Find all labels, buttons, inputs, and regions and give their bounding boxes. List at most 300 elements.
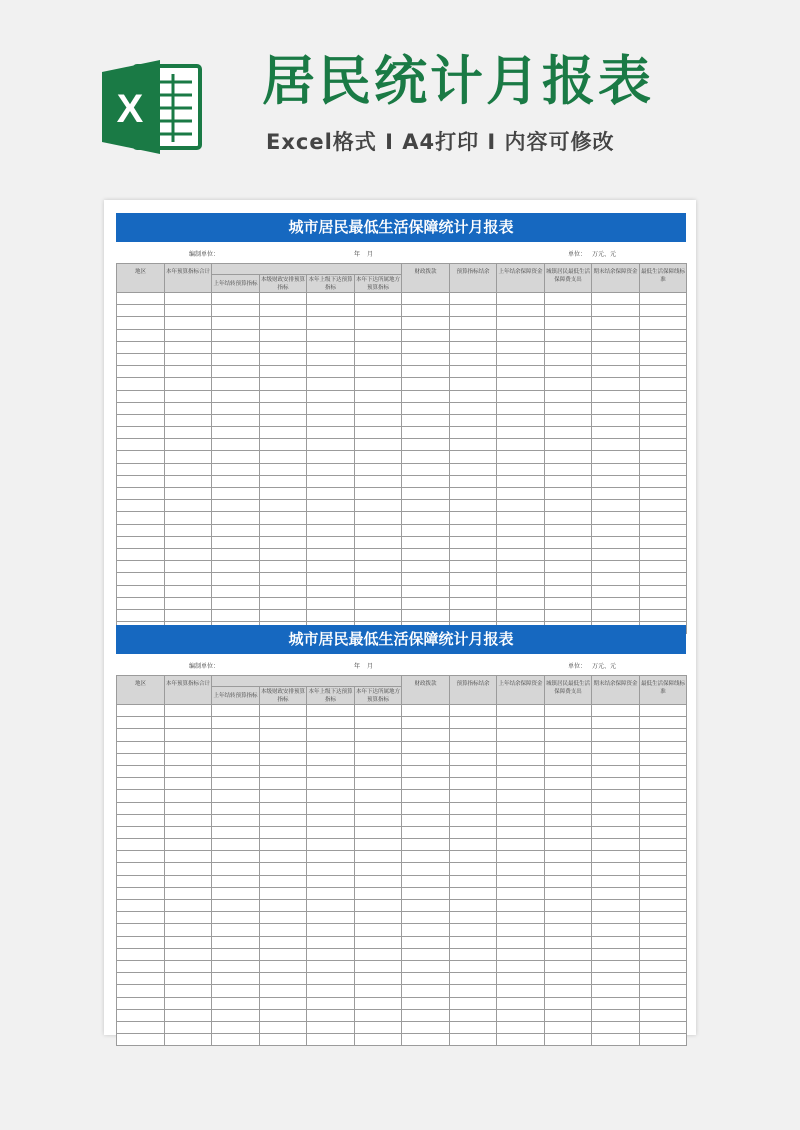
table-cell[interactable]	[497, 293, 545, 305]
table-cell[interactable]	[640, 329, 687, 341]
table-cell[interactable]	[402, 765, 450, 777]
table-cell[interactable]	[355, 500, 402, 512]
table-cell[interactable]	[355, 329, 402, 341]
table-cell[interactable]	[640, 305, 687, 317]
table-cell[interactable]	[307, 887, 355, 899]
table-cell[interactable]	[545, 451, 592, 463]
table-cell[interactable]	[402, 475, 450, 487]
table-cell[interactable]	[592, 414, 640, 426]
table-cell[interactable]	[165, 402, 212, 414]
table-cell[interactable]	[307, 463, 355, 475]
table-cell[interactable]	[117, 863, 165, 875]
table-cell[interactable]	[545, 802, 592, 814]
table-cell[interactable]	[165, 536, 212, 548]
table-cell[interactable]	[307, 778, 355, 790]
table-cell[interactable]	[402, 329, 450, 341]
table-cell[interactable]	[640, 985, 687, 997]
table-cell[interactable]	[640, 765, 687, 777]
table-cell[interactable]	[260, 329, 307, 341]
table-cell[interactable]	[545, 705, 592, 717]
table-cell[interactable]	[165, 1009, 212, 1021]
table-cell[interactable]	[402, 741, 450, 753]
table-cell[interactable]	[165, 863, 212, 875]
table-cell[interactable]	[212, 573, 260, 585]
table-cell[interactable]	[117, 1034, 165, 1046]
table-cell[interactable]	[640, 609, 687, 621]
table-cell[interactable]	[545, 561, 592, 573]
table-cell[interactable]	[117, 948, 165, 960]
table-cell[interactable]	[450, 729, 497, 741]
table-cell[interactable]	[260, 863, 307, 875]
table-cell[interactable]	[402, 778, 450, 790]
table-cell[interactable]	[307, 488, 355, 500]
table-cell[interactable]	[402, 985, 450, 997]
table-cell[interactable]	[592, 378, 640, 390]
table-cell[interactable]	[307, 414, 355, 426]
table-cell[interactable]	[165, 973, 212, 985]
table-cell[interactable]	[212, 900, 260, 912]
table-cell[interactable]	[545, 402, 592, 414]
table-cell[interactable]	[260, 887, 307, 899]
table-cell[interactable]	[165, 414, 212, 426]
table-cell[interactable]	[117, 729, 165, 741]
table-cell[interactable]	[117, 390, 165, 402]
table-cell[interactable]	[497, 341, 545, 353]
table-cell[interactable]	[355, 997, 402, 1009]
table-cell[interactable]	[592, 512, 640, 524]
table-cell[interactable]	[165, 524, 212, 536]
table-cell[interactable]	[212, 451, 260, 463]
table-cell[interactable]	[165, 900, 212, 912]
table-cell[interactable]	[212, 378, 260, 390]
table-cell[interactable]	[165, 997, 212, 1009]
table-cell[interactable]	[592, 985, 640, 997]
table-cell[interactable]	[402, 609, 450, 621]
table-cell[interactable]	[260, 561, 307, 573]
table-cell[interactable]	[260, 390, 307, 402]
table-cell[interactable]	[165, 802, 212, 814]
table-cell[interactable]	[592, 573, 640, 585]
table-cell[interactable]	[640, 341, 687, 353]
table-cell[interactable]	[307, 960, 355, 972]
table-cell[interactable]	[592, 317, 640, 329]
table-cell[interactable]	[497, 305, 545, 317]
table-cell[interactable]	[402, 814, 450, 826]
table-cell[interactable]	[497, 317, 545, 329]
table-cell[interactable]	[165, 729, 212, 741]
table-cell[interactable]	[402, 863, 450, 875]
table-cell[interactable]	[450, 512, 497, 524]
table-cell[interactable]	[117, 427, 165, 439]
table-cell[interactable]	[307, 475, 355, 487]
table-cell[interactable]	[497, 463, 545, 475]
table-cell[interactable]	[450, 573, 497, 585]
table-cell[interactable]	[117, 887, 165, 899]
table-cell[interactable]	[355, 851, 402, 863]
table-cell[interactable]	[355, 597, 402, 609]
table-cell[interactable]	[592, 936, 640, 948]
table-cell[interactable]	[165, 317, 212, 329]
table-cell[interactable]	[450, 887, 497, 899]
table-cell[interactable]	[545, 536, 592, 548]
table-cell[interactable]	[355, 512, 402, 524]
table-cell[interactable]	[165, 1021, 212, 1033]
table-cell[interactable]	[117, 1021, 165, 1033]
table-cell[interactable]	[592, 900, 640, 912]
table-cell[interactable]	[402, 293, 450, 305]
table-cell[interactable]	[212, 341, 260, 353]
table-cell[interactable]	[450, 439, 497, 451]
table-cell[interactable]	[402, 936, 450, 948]
table-cell[interactable]	[260, 585, 307, 597]
table-cell[interactable]	[307, 353, 355, 365]
table-cell[interactable]	[592, 293, 640, 305]
table-cell[interactable]	[117, 293, 165, 305]
table-cell[interactable]	[307, 839, 355, 851]
table-cell[interactable]	[402, 1034, 450, 1046]
table-cell[interactable]	[355, 378, 402, 390]
table-cell[interactable]	[450, 753, 497, 765]
table-cell[interactable]	[402, 561, 450, 573]
table-cell[interactable]	[497, 778, 545, 790]
table-cell[interactable]	[640, 573, 687, 585]
table-cell[interactable]	[355, 524, 402, 536]
table-cell[interactable]	[640, 390, 687, 402]
table-cell[interactable]	[307, 900, 355, 912]
table-cell[interactable]	[260, 597, 307, 609]
table-cell[interactable]	[497, 609, 545, 621]
table-cell[interactable]	[165, 1034, 212, 1046]
table-cell[interactable]	[212, 524, 260, 536]
table-cell[interactable]	[117, 924, 165, 936]
table-cell[interactable]	[545, 1021, 592, 1033]
table-cell[interactable]	[355, 451, 402, 463]
table-cell[interactable]	[450, 765, 497, 777]
table-cell[interactable]	[545, 475, 592, 487]
table-cell[interactable]	[497, 427, 545, 439]
table-cell[interactable]	[260, 936, 307, 948]
table-cell[interactable]	[450, 826, 497, 838]
table-cell[interactable]	[117, 548, 165, 560]
table-cell[interactable]	[640, 427, 687, 439]
table-cell[interactable]	[497, 851, 545, 863]
table-cell[interactable]	[450, 875, 497, 887]
table-cell[interactable]	[545, 427, 592, 439]
table-cell[interactable]	[260, 924, 307, 936]
table-cell[interactable]	[545, 548, 592, 560]
table-cell[interactable]	[355, 790, 402, 802]
table-cell[interactable]	[355, 887, 402, 899]
table-cell[interactable]	[545, 790, 592, 802]
table-cell[interactable]	[355, 463, 402, 475]
table-cell[interactable]	[307, 973, 355, 985]
table-cell[interactable]	[640, 414, 687, 426]
table-cell[interactable]	[592, 875, 640, 887]
table-cell[interactable]	[450, 912, 497, 924]
table-cell[interactable]	[545, 512, 592, 524]
table-cell[interactable]	[260, 851, 307, 863]
table-cell[interactable]	[212, 463, 260, 475]
table-cell[interactable]	[450, 488, 497, 500]
table-cell[interactable]	[260, 973, 307, 985]
table-cell[interactable]	[307, 597, 355, 609]
table-cell[interactable]	[355, 960, 402, 972]
table-cell[interactable]	[497, 573, 545, 585]
table-cell[interactable]	[497, 936, 545, 948]
table-cell[interactable]	[402, 548, 450, 560]
table-cell[interactable]	[402, 717, 450, 729]
table-cell[interactable]	[640, 997, 687, 1009]
table-cell[interactable]	[450, 924, 497, 936]
table-cell[interactable]	[545, 863, 592, 875]
table-cell[interactable]	[497, 814, 545, 826]
table-cell[interactable]	[402, 573, 450, 585]
table-cell[interactable]	[117, 802, 165, 814]
table-cell[interactable]	[545, 439, 592, 451]
table-cell[interactable]	[260, 524, 307, 536]
table-cell[interactable]	[497, 985, 545, 997]
table-cell[interactable]	[592, 924, 640, 936]
table-cell[interactable]	[117, 463, 165, 475]
table-cell[interactable]	[402, 826, 450, 838]
table-cell[interactable]	[355, 912, 402, 924]
table-cell[interactable]	[307, 561, 355, 573]
table-cell[interactable]	[212, 609, 260, 621]
table-cell[interactable]	[545, 329, 592, 341]
table-cell[interactable]	[165, 741, 212, 753]
table-cell[interactable]	[450, 561, 497, 573]
table-cell[interactable]	[592, 402, 640, 414]
table-cell[interactable]	[545, 741, 592, 753]
table-cell[interactable]	[117, 512, 165, 524]
table-cell[interactable]	[640, 960, 687, 972]
table-cell[interactable]	[355, 305, 402, 317]
table-cell[interactable]	[497, 997, 545, 1009]
table-cell[interactable]	[260, 293, 307, 305]
table-cell[interactable]	[165, 887, 212, 899]
table-cell[interactable]	[592, 802, 640, 814]
table-cell[interactable]	[212, 960, 260, 972]
table-cell[interactable]	[592, 561, 640, 573]
table-cell[interactable]	[117, 414, 165, 426]
table-cell[interactable]	[212, 427, 260, 439]
table-cell[interactable]	[260, 778, 307, 790]
table-cell[interactable]	[592, 585, 640, 597]
table-cell[interactable]	[497, 524, 545, 536]
table-cell[interactable]	[260, 765, 307, 777]
table-cell[interactable]	[545, 717, 592, 729]
table-cell[interactable]	[117, 997, 165, 1009]
table-cell[interactable]	[260, 985, 307, 997]
table-cell[interactable]	[165, 585, 212, 597]
table-cell[interactable]	[592, 427, 640, 439]
table-cell[interactable]	[355, 366, 402, 378]
table-cell[interactable]	[450, 851, 497, 863]
table-cell[interactable]	[640, 936, 687, 948]
table-cell[interactable]	[497, 948, 545, 960]
table-cell[interactable]	[640, 548, 687, 560]
table-cell[interactable]	[117, 366, 165, 378]
table-cell[interactable]	[117, 597, 165, 609]
table-cell[interactable]	[307, 753, 355, 765]
table-cell[interactable]	[592, 912, 640, 924]
table-cell[interactable]	[402, 997, 450, 1009]
table-cell[interactable]	[545, 924, 592, 936]
table-cell[interactable]	[592, 826, 640, 838]
table-cell[interactable]	[355, 948, 402, 960]
table-cell[interactable]	[165, 463, 212, 475]
table-cell[interactable]	[117, 378, 165, 390]
table-cell[interactable]	[260, 341, 307, 353]
table-cell[interactable]	[117, 960, 165, 972]
table-cell[interactable]	[212, 329, 260, 341]
table-cell[interactable]	[212, 366, 260, 378]
table-cell[interactable]	[402, 729, 450, 741]
table-cell[interactable]	[260, 717, 307, 729]
table-cell[interactable]	[402, 524, 450, 536]
table-cell[interactable]	[165, 924, 212, 936]
table-cell[interactable]	[450, 778, 497, 790]
table-cell[interactable]	[640, 863, 687, 875]
table-cell[interactable]	[640, 729, 687, 741]
table-cell[interactable]	[497, 741, 545, 753]
table-cell[interactable]	[545, 378, 592, 390]
table-cell[interactable]	[165, 451, 212, 463]
table-cell[interactable]	[545, 875, 592, 887]
table-cell[interactable]	[545, 305, 592, 317]
table-cell[interactable]	[117, 561, 165, 573]
table-cell[interactable]	[260, 900, 307, 912]
table-cell[interactable]	[497, 802, 545, 814]
table-cell[interactable]	[165, 305, 212, 317]
table-cell[interactable]	[450, 985, 497, 997]
table-cell[interactable]	[545, 1034, 592, 1046]
table-cell[interactable]	[260, 317, 307, 329]
table-cell[interactable]	[307, 293, 355, 305]
table-cell[interactable]	[117, 705, 165, 717]
table-cell[interactable]	[165, 960, 212, 972]
table-cell[interactable]	[402, 585, 450, 597]
table-cell[interactable]	[212, 414, 260, 426]
table-cell[interactable]	[307, 536, 355, 548]
table-cell[interactable]	[592, 948, 640, 960]
table-cell[interactable]	[307, 1009, 355, 1021]
table-cell[interactable]	[402, 536, 450, 548]
table-cell[interactable]	[402, 512, 450, 524]
table-cell[interactable]	[355, 826, 402, 838]
table-cell[interactable]	[260, 960, 307, 972]
table-cell[interactable]	[450, 475, 497, 487]
table-cell[interactable]	[117, 329, 165, 341]
table-cell[interactable]	[592, 741, 640, 753]
table-cell[interactable]	[592, 390, 640, 402]
table-cell[interactable]	[165, 912, 212, 924]
table-cell[interactable]	[545, 900, 592, 912]
table-cell[interactable]	[355, 705, 402, 717]
table-cell[interactable]	[355, 427, 402, 439]
table-cell[interactable]	[260, 573, 307, 585]
table-cell[interactable]	[592, 463, 640, 475]
table-cell[interactable]	[212, 790, 260, 802]
table-cell[interactable]	[497, 973, 545, 985]
table-cell[interactable]	[545, 524, 592, 536]
table-cell[interactable]	[260, 609, 307, 621]
table-cell[interactable]	[212, 305, 260, 317]
table-cell[interactable]	[592, 705, 640, 717]
table-cell[interactable]	[260, 378, 307, 390]
table-cell[interactable]	[212, 887, 260, 899]
table-cell[interactable]	[165, 378, 212, 390]
table-cell[interactable]	[212, 317, 260, 329]
table-cell[interactable]	[497, 960, 545, 972]
table-cell[interactable]	[497, 887, 545, 899]
table-cell[interactable]	[117, 439, 165, 451]
table-cell[interactable]	[260, 741, 307, 753]
table-cell[interactable]	[212, 753, 260, 765]
table-cell[interactable]	[545, 753, 592, 765]
table-cell[interactable]	[402, 887, 450, 899]
table-cell[interactable]	[355, 936, 402, 948]
table-cell[interactable]	[117, 500, 165, 512]
table-cell[interactable]	[497, 1034, 545, 1046]
table-cell[interactable]	[640, 353, 687, 365]
table-cell[interactable]	[355, 439, 402, 451]
table-cell[interactable]	[545, 851, 592, 863]
table-cell[interactable]	[640, 293, 687, 305]
table-cell[interactable]	[260, 753, 307, 765]
table-cell[interactable]	[212, 851, 260, 863]
table-cell[interactable]	[592, 997, 640, 1009]
table-cell[interactable]	[307, 802, 355, 814]
table-cell[interactable]	[450, 427, 497, 439]
table-cell[interactable]	[640, 973, 687, 985]
table-cell[interactable]	[165, 293, 212, 305]
table-cell[interactable]	[450, 790, 497, 802]
table-cell[interactable]	[450, 500, 497, 512]
table-cell[interactable]	[497, 451, 545, 463]
table-cell[interactable]	[117, 488, 165, 500]
table-cell[interactable]	[260, 512, 307, 524]
table-cell[interactable]	[640, 475, 687, 487]
table-cell[interactable]	[260, 997, 307, 1009]
table-cell[interactable]	[355, 317, 402, 329]
table-cell[interactable]	[355, 1021, 402, 1033]
table-cell[interactable]	[117, 341, 165, 353]
table-cell[interactable]	[402, 790, 450, 802]
table-cell[interactable]	[640, 378, 687, 390]
table-cell[interactable]	[450, 973, 497, 985]
table-cell[interactable]	[640, 802, 687, 814]
table-cell[interactable]	[117, 717, 165, 729]
table-cell[interactable]	[165, 790, 212, 802]
table-cell[interactable]	[165, 826, 212, 838]
table-cell[interactable]	[212, 826, 260, 838]
table-cell[interactable]	[640, 463, 687, 475]
table-cell[interactable]	[307, 997, 355, 1009]
table-cell[interactable]	[545, 887, 592, 899]
table-cell[interactable]	[450, 948, 497, 960]
table-cell[interactable]	[450, 317, 497, 329]
table-cell[interactable]	[355, 741, 402, 753]
table-cell[interactable]	[640, 524, 687, 536]
table-cell[interactable]	[450, 390, 497, 402]
table-cell[interactable]	[117, 741, 165, 753]
table-cell[interactable]	[355, 802, 402, 814]
table-cell[interactable]	[212, 814, 260, 826]
table-cell[interactable]	[117, 475, 165, 487]
table-cell[interactable]	[212, 705, 260, 717]
table-cell[interactable]	[497, 900, 545, 912]
